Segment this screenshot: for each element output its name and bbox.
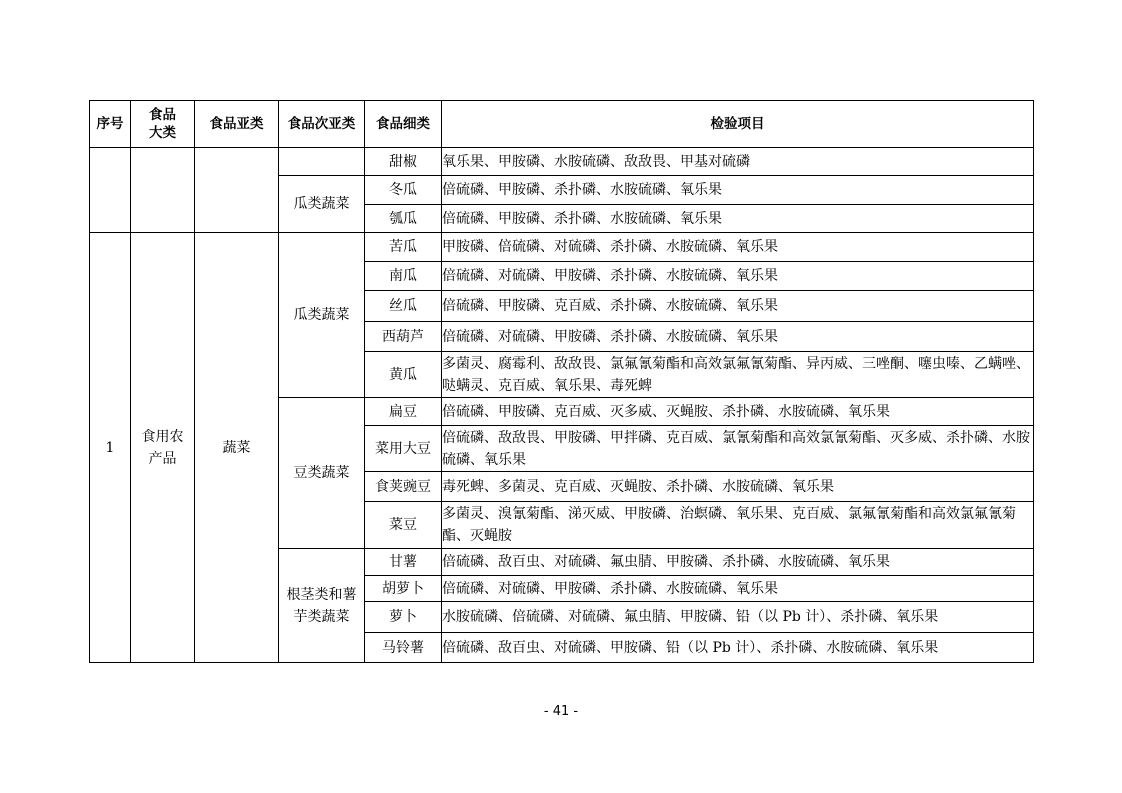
food-name-cell: 食荚豌豆 — [365, 472, 442, 502]
header-category-text: 食品大类 — [149, 107, 176, 141]
page-number: - 41 - — [543, 704, 579, 719]
inspection-items-cell: 倍硫磷、敌敌畏、甲胺磷、甲拌磷、克百威、氯氰菊酯和高效氯氰菊酯、灭多威、杀扑磷、水胺硫磷、氧乐果 — [442, 426, 1034, 472]
inspection-items-cell: 倍硫磷、甲胺磷、杀扑磷、水胺硫磷、氧乐果 — [442, 176, 1034, 205]
header-subcategory: 食品亚类 — [195, 101, 279, 148]
food-name-cell: 甜椒 — [365, 148, 442, 176]
inspection-items-cell: 倍硫磷、甲胺磷、杀扑磷、水胺硫磷、氧乐果 — [442, 205, 1034, 233]
food-name-cell: 萝卜 — [365, 602, 442, 633]
subcategory-cell-top — [195, 148, 279, 233]
food-name-cell: 瓠瓜 — [365, 205, 442, 233]
inspection-items-cell: 多菌灵、溴氰菊酯、涕灭威、甲胺磷、治螟磷、氧乐果、克百威、氯氟氰菊酯和高效氯氟氰菊酯、灭蝇胺 — [442, 502, 1034, 549]
seq-cell-top — [90, 148, 131, 233]
food-name-cell: 胡萝卜 — [365, 576, 442, 602]
inspection-items-cell: 氧乐果、甲胺磷、水胺硫磷、敌敌畏、甲基对硫磷 — [442, 148, 1034, 176]
inspection-items-cell: 水胺硫磷、倍硫磷、对硫磷、氟虫腈、甲胺磷、铅（以 Pb 计）、杀扑磷、氧乐果 — [442, 602, 1034, 633]
inspection-items-cell: 倍硫磷、敌百虫、对硫磷、氟虫腈、甲胺磷、杀扑磷、水胺硫磷、氧乐果 — [442, 549, 1034, 576]
header-category — [131, 101, 195, 148]
inspection-items-cell: 倍硫磷、敌百虫、对硫磷、甲胺磷、铅（以 Pb 计）、杀扑磷、水胺硫磷、氧乐果 — [442, 633, 1034, 663]
food-name-cell: 扁豆 — [365, 398, 442, 426]
group-genjing-text: 根茎类和薯芋类蔬菜 — [286, 586, 357, 625]
category-cell-top — [131, 148, 195, 233]
header-row — [90, 101, 1034, 148]
header-items: 检验项目 — [442, 101, 1034, 148]
group-cell-blank — [279, 148, 365, 176]
inspection-items-cell: 倍硫磷、对硫磷、甲胺磷、杀扑磷、水胺硫磷、氧乐果 — [442, 576, 1034, 602]
inspection-items-cell: 倍硫磷、甲胺磷、克百威、杀扑磷、水胺硫磷、氧乐果 — [442, 291, 1034, 322]
food-name-cell: 马铃薯 — [365, 633, 442, 663]
group-cell-genjing — [279, 549, 365, 663]
header-sub-subcategory: 食品次亚类 — [279, 101, 365, 148]
inspection-table — [89, 100, 1034, 663]
food-name-cell: 菜豆 — [365, 502, 442, 549]
food-name-cell: 南瓜 — [365, 262, 442, 291]
header-seq: 序号 — [90, 101, 131, 148]
group-cell-dou: 豆类蔬菜 — [279, 398, 365, 549]
inspection-items-cell: 多菌灵、腐霉利、敌敌畏、氯氟氰菊酯和高效氯氟氰菊酯、异丙威、三唑酮、噻虫嗪、乙螨唑、哒螨灵、克百威、氧乐果、毒死蜱 — [442, 352, 1034, 398]
header-detail: 食品细类 — [365, 101, 442, 148]
category-cell — [131, 233, 195, 663]
category-text: 食用农产品 — [141, 428, 184, 467]
inspection-items-cell: 毒死蜱、多菌灵、克百威、灭蝇胺、杀扑磷、水胺硫磷、氧乐果 — [442, 472, 1034, 502]
group-cell-gua-top: 瓜类蔬菜 — [279, 176, 365, 233]
inspection-items-cell: 倍硫磷、甲胺磷、克百威、灭多威、灭蝇胺、杀扑磷、水胺硫磷、氧乐果 — [442, 398, 1034, 426]
inspection-items-cell: 倍硫磷、对硫磷、甲胺磷、杀扑磷、水胺硫磷、氧乐果 — [442, 322, 1034, 352]
food-name-cell: 冬瓜 — [365, 176, 442, 205]
inspection-items-cell: 倍硫磷、对硫磷、甲胺磷、杀扑磷、水胺硫磷、氧乐果 — [442, 262, 1034, 291]
food-name-cell: 黄瓜 — [365, 352, 442, 398]
food-name-cell: 甘薯 — [365, 549, 442, 576]
food-name-cell: 西葫芦 — [365, 322, 442, 352]
food-name-cell: 苦瓜 — [365, 233, 442, 262]
group-cell-gua: 瓜类蔬菜 — [279, 233, 365, 398]
food-name-cell: 丝瓜 — [365, 291, 442, 322]
food-name-cell: 菜用大豆 — [365, 426, 442, 472]
subcategory-cell: 蔬菜 — [195, 233, 279, 663]
seq-cell: 1 — [90, 233, 131, 663]
inspection-items-cell: 甲胺磷、倍硫磷、对硫磷、杀扑磷、水胺硫磷、氧乐果 — [442, 233, 1034, 262]
table-row — [90, 148, 1034, 176]
table-row — [90, 233, 1034, 262]
